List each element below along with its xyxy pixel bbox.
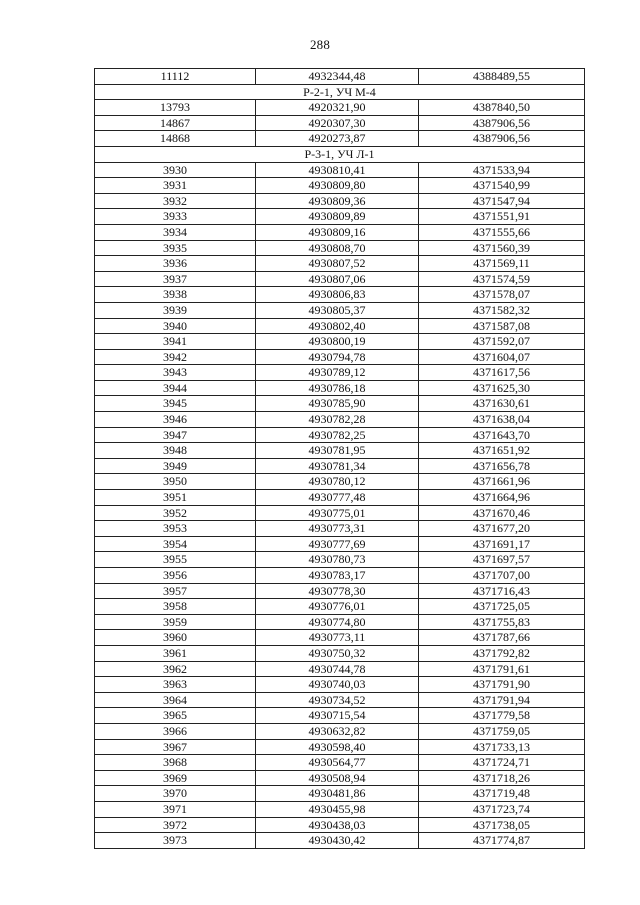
y-coordinate-cell: 4371724,71 bbox=[419, 755, 585, 771]
point-number-cell: 3953 bbox=[95, 521, 256, 537]
point-number-cell: 11112 bbox=[95, 69, 256, 85]
table-row bbox=[95, 349, 585, 365]
y-coordinate-cell: 4371791,61 bbox=[419, 661, 585, 677]
table-row bbox=[95, 692, 585, 708]
y-coordinate-cell: 4371733,13 bbox=[419, 739, 585, 755]
section-header-row bbox=[95, 84, 585, 100]
y-coordinate-cell: 4371592,07 bbox=[419, 334, 585, 350]
x-coordinate-cell: 4930809,89 bbox=[256, 209, 419, 225]
y-coordinate-cell: 4371587,08 bbox=[419, 318, 585, 334]
point-number-cell: 3944 bbox=[95, 380, 256, 396]
y-coordinate-cell: 4371759,05 bbox=[419, 723, 585, 739]
x-coordinate-cell: 4930773,11 bbox=[256, 630, 419, 646]
table-row bbox=[95, 240, 585, 256]
table-row bbox=[95, 271, 585, 287]
x-coordinate-cell: 4930809,36 bbox=[256, 193, 419, 209]
point-number-cell: 3936 bbox=[95, 256, 256, 272]
table-row bbox=[95, 178, 585, 194]
x-coordinate-cell: 4930809,80 bbox=[256, 178, 419, 194]
table-row bbox=[95, 302, 585, 318]
table-row bbox=[95, 723, 585, 739]
table-row bbox=[95, 193, 585, 209]
table-row bbox=[95, 380, 585, 396]
x-coordinate-cell: 4930810,41 bbox=[256, 162, 419, 178]
point-number-cell: 3971 bbox=[95, 801, 256, 817]
y-coordinate-cell: 4371540,99 bbox=[419, 178, 585, 194]
x-coordinate-cell: 4930632,82 bbox=[256, 723, 419, 739]
table-row bbox=[95, 599, 585, 615]
x-coordinate-cell: 4930780,12 bbox=[256, 474, 419, 490]
point-number-cell: 3938 bbox=[95, 287, 256, 303]
point-number-cell: 3949 bbox=[95, 458, 256, 474]
y-coordinate-cell: 4371630,61 bbox=[419, 396, 585, 412]
y-coordinate-cell: 4388489,55 bbox=[419, 69, 585, 85]
point-number-cell: 3939 bbox=[95, 302, 256, 318]
y-coordinate-cell: 4387906,56 bbox=[419, 115, 585, 131]
x-coordinate-cell: 4930782,28 bbox=[256, 412, 419, 428]
point-number-cell: 3960 bbox=[95, 630, 256, 646]
x-coordinate-cell: 4930781,34 bbox=[256, 458, 419, 474]
x-coordinate-cell: 4930809,16 bbox=[256, 224, 419, 240]
table-row bbox=[95, 209, 585, 225]
point-number-cell: 3941 bbox=[95, 334, 256, 350]
x-coordinate-cell: 4930438,03 bbox=[256, 817, 419, 833]
x-coordinate-cell: 4930785,90 bbox=[256, 396, 419, 412]
point-number-cell: 3942 bbox=[95, 349, 256, 365]
table-row bbox=[95, 801, 585, 817]
x-coordinate-cell: 4930777,48 bbox=[256, 490, 419, 506]
y-coordinate-cell: 4371718,26 bbox=[419, 770, 585, 786]
coordinates-table-body bbox=[95, 69, 585, 849]
page-number: 288 bbox=[309, 37, 331, 52]
point-number-cell: 3946 bbox=[95, 412, 256, 428]
point-number-cell: 3962 bbox=[95, 661, 256, 677]
y-coordinate-cell: 4371670,46 bbox=[419, 505, 585, 521]
point-number-cell: 3947 bbox=[95, 427, 256, 443]
point-number-cell: 3954 bbox=[95, 536, 256, 552]
y-coordinate-cell: 4371792,82 bbox=[419, 645, 585, 661]
x-coordinate-cell: 4930744,78 bbox=[256, 661, 419, 677]
x-coordinate-cell: 4930789,12 bbox=[256, 365, 419, 381]
y-coordinate-cell: 4371547,94 bbox=[419, 193, 585, 209]
x-coordinate-cell: 4930778,30 bbox=[256, 583, 419, 599]
x-coordinate-cell: 4930800,19 bbox=[256, 334, 419, 350]
y-coordinate-cell: 4371664,96 bbox=[419, 490, 585, 506]
point-number-cell: 3937 bbox=[95, 271, 256, 287]
table-row bbox=[95, 770, 585, 786]
point-number-cell: 13793 bbox=[95, 100, 256, 116]
y-coordinate-cell: 4371651,92 bbox=[419, 443, 585, 459]
point-number-cell: 3957 bbox=[95, 583, 256, 599]
x-coordinate-cell: 4930481,86 bbox=[256, 786, 419, 802]
point-number-cell: 14868 bbox=[95, 131, 256, 147]
y-coordinate-cell: 4371755,83 bbox=[419, 614, 585, 630]
x-coordinate-cell: 4930750,32 bbox=[256, 645, 419, 661]
y-coordinate-cell: 4371625,30 bbox=[419, 380, 585, 396]
y-coordinate-cell: 4371697,57 bbox=[419, 552, 585, 568]
x-coordinate-cell: 4930777,69 bbox=[256, 536, 419, 552]
table-row bbox=[95, 677, 585, 693]
point-number-cell: 3933 bbox=[95, 209, 256, 225]
point-number-cell: 3966 bbox=[95, 723, 256, 739]
table-row bbox=[95, 474, 585, 490]
table-row bbox=[95, 630, 585, 646]
y-coordinate-cell: 4371725,05 bbox=[419, 599, 585, 615]
y-coordinate-cell: 4371738,05 bbox=[419, 817, 585, 833]
table-row bbox=[95, 334, 585, 350]
table-row bbox=[95, 412, 585, 428]
point-number-cell: 3968 bbox=[95, 755, 256, 771]
x-coordinate-cell: 4920307,30 bbox=[256, 115, 419, 131]
coordinates-table bbox=[94, 68, 585, 849]
table-row bbox=[95, 365, 585, 381]
y-coordinate-cell: 4371617,56 bbox=[419, 365, 585, 381]
x-coordinate-cell: 4930564,77 bbox=[256, 755, 419, 771]
section-label: Р-2-1, УЧ М-4 bbox=[95, 84, 585, 100]
point-number-cell: 3970 bbox=[95, 786, 256, 802]
table-row bbox=[95, 443, 585, 459]
y-coordinate-cell: 4371643,70 bbox=[419, 427, 585, 443]
y-coordinate-cell: 4371787,66 bbox=[419, 630, 585, 646]
y-coordinate-cell: 4387840,50 bbox=[419, 100, 585, 116]
x-coordinate-cell: 4930807,06 bbox=[256, 271, 419, 287]
table-row bbox=[95, 396, 585, 412]
y-coordinate-cell: 4371677,20 bbox=[419, 521, 585, 537]
table-row bbox=[95, 505, 585, 521]
x-coordinate-cell: 4930781,95 bbox=[256, 443, 419, 459]
x-coordinate-cell: 4930740,03 bbox=[256, 677, 419, 693]
x-coordinate-cell: 4930808,70 bbox=[256, 240, 419, 256]
point-number-cell: 3945 bbox=[95, 396, 256, 412]
table-row bbox=[95, 786, 585, 802]
table-row bbox=[95, 458, 585, 474]
point-number-cell: 3951 bbox=[95, 490, 256, 506]
x-coordinate-cell: 4932344,48 bbox=[256, 69, 419, 85]
y-coordinate-cell: 4371555,66 bbox=[419, 224, 585, 240]
x-coordinate-cell: 4930773,31 bbox=[256, 521, 419, 537]
point-number-cell: 3948 bbox=[95, 443, 256, 459]
x-coordinate-cell: 4930802,40 bbox=[256, 318, 419, 334]
table-row bbox=[95, 645, 585, 661]
y-coordinate-cell: 4371791,90 bbox=[419, 677, 585, 693]
y-coordinate-cell: 4371719,48 bbox=[419, 786, 585, 802]
x-coordinate-cell: 4930598,40 bbox=[256, 739, 419, 755]
x-coordinate-cell: 4920321,90 bbox=[256, 100, 419, 116]
table-row bbox=[95, 817, 585, 833]
y-coordinate-cell: 4371578,07 bbox=[419, 287, 585, 303]
table-row bbox=[95, 224, 585, 240]
x-coordinate-cell: 4930780,73 bbox=[256, 552, 419, 568]
table-row bbox=[95, 552, 585, 568]
x-coordinate-cell: 4930734,52 bbox=[256, 692, 419, 708]
point-number-cell: 3930 bbox=[95, 162, 256, 178]
y-coordinate-cell: 4371574,59 bbox=[419, 271, 585, 287]
point-number-cell: 14867 bbox=[95, 115, 256, 131]
y-coordinate-cell: 4371707,00 bbox=[419, 568, 585, 584]
x-coordinate-cell: 4930430,42 bbox=[256, 833, 419, 849]
point-number-cell: 3934 bbox=[95, 224, 256, 240]
point-number-cell: 3955 bbox=[95, 552, 256, 568]
point-number-cell: 3940 bbox=[95, 318, 256, 334]
x-coordinate-cell: 4920273,87 bbox=[256, 131, 419, 147]
table-row bbox=[95, 536, 585, 552]
table-row bbox=[95, 568, 585, 584]
y-coordinate-cell: 4371638,04 bbox=[419, 412, 585, 428]
table-row bbox=[95, 739, 585, 755]
point-number-cell: 3958 bbox=[95, 599, 256, 615]
point-number-cell: 3956 bbox=[95, 568, 256, 584]
x-coordinate-cell: 4930805,37 bbox=[256, 302, 419, 318]
table-row bbox=[95, 115, 585, 131]
x-coordinate-cell: 4930508,94 bbox=[256, 770, 419, 786]
point-number-cell: 3935 bbox=[95, 240, 256, 256]
point-number-cell: 3967 bbox=[95, 739, 256, 755]
table-row bbox=[95, 162, 585, 178]
x-coordinate-cell: 4930786,18 bbox=[256, 380, 419, 396]
y-coordinate-cell: 4371779,58 bbox=[419, 708, 585, 724]
point-number-cell: 3969 bbox=[95, 770, 256, 786]
table-row bbox=[95, 708, 585, 724]
point-number-cell: 3963 bbox=[95, 677, 256, 693]
point-number-cell: 3965 bbox=[95, 708, 256, 724]
y-coordinate-cell: 4371691,17 bbox=[419, 536, 585, 552]
y-coordinate-cell: 4371582,32 bbox=[419, 302, 585, 318]
table-row bbox=[95, 833, 585, 849]
y-coordinate-cell: 4371604,07 bbox=[419, 349, 585, 365]
table-row bbox=[95, 427, 585, 443]
x-coordinate-cell: 4930806,83 bbox=[256, 287, 419, 303]
point-number-cell: 3972 bbox=[95, 817, 256, 833]
point-number-cell: 3964 bbox=[95, 692, 256, 708]
y-coordinate-cell: 4371791,94 bbox=[419, 692, 585, 708]
x-coordinate-cell: 4930455,98 bbox=[256, 801, 419, 817]
y-coordinate-cell: 4371723,74 bbox=[419, 801, 585, 817]
point-number-cell: 3952 bbox=[95, 505, 256, 521]
section-header-row bbox=[95, 146, 585, 162]
table-row bbox=[95, 287, 585, 303]
point-number-cell: 3950 bbox=[95, 474, 256, 490]
x-coordinate-cell: 4930715,54 bbox=[256, 708, 419, 724]
table-row bbox=[95, 318, 585, 334]
table-row bbox=[95, 614, 585, 630]
y-coordinate-cell: 4371774,87 bbox=[419, 833, 585, 849]
x-coordinate-cell: 4930775,01 bbox=[256, 505, 419, 521]
point-number-cell: 3932 bbox=[95, 193, 256, 209]
table-row bbox=[95, 661, 585, 677]
x-coordinate-cell: 4930776,01 bbox=[256, 599, 419, 615]
table-row bbox=[95, 490, 585, 506]
point-number-cell: 3931 bbox=[95, 178, 256, 194]
table-row bbox=[95, 256, 585, 272]
y-coordinate-cell: 4371661,96 bbox=[419, 474, 585, 490]
point-number-cell: 3959 bbox=[95, 614, 256, 630]
table-row bbox=[95, 521, 585, 537]
point-number-cell: 3943 bbox=[95, 365, 256, 381]
x-coordinate-cell: 4930794,78 bbox=[256, 349, 419, 365]
table-row bbox=[95, 100, 585, 116]
x-coordinate-cell: 4930783,17 bbox=[256, 568, 419, 584]
y-coordinate-cell: 4371656,78 bbox=[419, 458, 585, 474]
point-number-cell: 3973 bbox=[95, 833, 256, 849]
table-row bbox=[95, 69, 585, 85]
x-coordinate-cell: 4930807,52 bbox=[256, 256, 419, 272]
table-row bbox=[95, 755, 585, 771]
table-row bbox=[95, 131, 585, 147]
point-number-cell: 3961 bbox=[95, 645, 256, 661]
table-row bbox=[95, 583, 585, 599]
y-coordinate-cell: 4371551,91 bbox=[419, 209, 585, 225]
y-coordinate-cell: 4371569,11 bbox=[419, 256, 585, 272]
x-coordinate-cell: 4930782,25 bbox=[256, 427, 419, 443]
y-coordinate-cell: 4371560,39 bbox=[419, 240, 585, 256]
x-coordinate-cell: 4930774,80 bbox=[256, 614, 419, 630]
y-coordinate-cell: 4371533,94 bbox=[419, 162, 585, 178]
section-label: Р-3-1, УЧ Л-1 bbox=[95, 146, 585, 162]
y-coordinate-cell: 4371716,43 bbox=[419, 583, 585, 599]
y-coordinate-cell: 4387906,56 bbox=[419, 131, 585, 147]
